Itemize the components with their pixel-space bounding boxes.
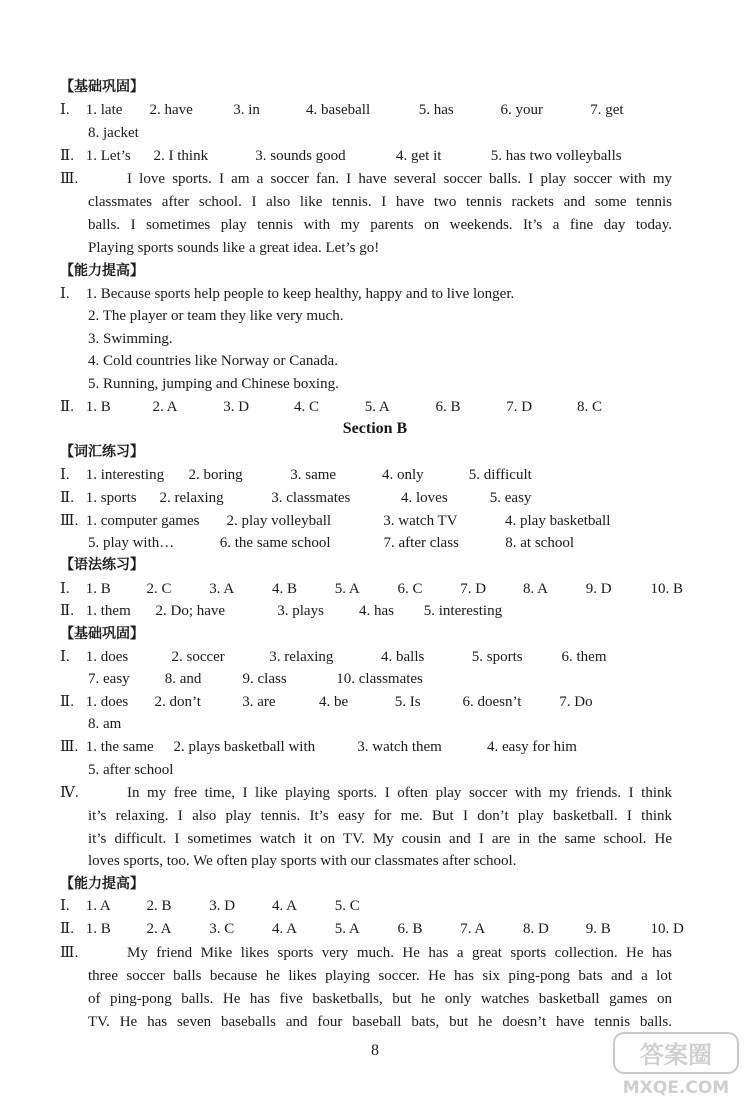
answer-row [60, 488, 531, 508]
roman-numeral: Ⅰ. [60, 286, 70, 302]
answer-item: 2. plays basketball with [173, 739, 316, 755]
answer-item: 3. are [242, 694, 276, 710]
heading-jichu-gonggu: 【基础巩固】 [60, 79, 144, 95]
answer-item: 10. D [650, 921, 684, 937]
page-number: 8 [371, 1042, 379, 1059]
heading-nengli-tigao: 【能力提高】 [60, 263, 144, 279]
paragraph-line: My friend Mike likes sports very much. He has a great sports collection. He has [127, 945, 672, 961]
answer-item: 4. only [382, 467, 424, 483]
answer-item: 5. after school [88, 762, 174, 778]
answer-row [60, 692, 593, 712]
answer-item: 6. them [561, 649, 607, 665]
answer-item: 1. computer games [85, 513, 200, 529]
answer-item: 7. A [460, 921, 486, 937]
paragraph-line: In my free time, I like playing sports. I often play soccer with my friends. I think [127, 785, 672, 801]
roman-numeral: Ⅱ. [60, 603, 74, 619]
answer-item: 4. A [272, 898, 298, 914]
paragraph-line: classmates after school. I also like tennis. I have two tennis rackets and some tennis [88, 194, 672, 210]
answer-item: 6. doesn’t [462, 694, 522, 710]
roman-numeral: Ⅰ. [60, 467, 70, 483]
answer-item: 6. the same school [219, 535, 331, 551]
answer-row [60, 397, 602, 417]
answer-item: 3. D [209, 898, 236, 914]
answer-item: 3. A [209, 581, 235, 597]
answer-item: 7. Do [559, 694, 593, 710]
answer-item: 3. watch TV [383, 513, 458, 529]
roman-numeral: Ⅱ. [60, 148, 74, 164]
answer-item: 3. same [290, 467, 337, 483]
answer-item: 1. A [85, 898, 111, 914]
answer-item: 4. Cold countries like Norway or Canada. [88, 353, 338, 369]
answer-item: 4. A [272, 921, 298, 937]
answer-row [60, 100, 624, 120]
answer-item: 1. does [85, 694, 129, 710]
heading-jichu-gonggu: 【基础巩固】 [60, 626, 144, 642]
answer-item: 5. Running, jumping and Chinese boxing. [88, 376, 339, 392]
answer-item: 4. easy for him [487, 739, 577, 755]
answer-item: 8. at school [505, 535, 574, 551]
answer-item: 2. relaxing [159, 490, 224, 506]
answer-item: 2. soccer [171, 649, 225, 665]
answer-item: 5. interesting [423, 603, 503, 619]
heading-cihui-lianxi: 【词汇练习】 [60, 444, 144, 460]
answer-item: 3. classmates [271, 490, 351, 506]
answer-item: 2. C [146, 581, 172, 597]
roman-numeral: Ⅰ. [60, 581, 70, 597]
answer-item: 4. balls [381, 649, 425, 665]
answer-item: 7. get [590, 102, 624, 118]
answer-item: 5. A [364, 399, 390, 415]
answer-row [60, 146, 622, 166]
answer-item: 8. C [577, 399, 603, 415]
answer-item: 2. The player or team they like very much. [88, 308, 344, 324]
answer-item: 3. watch them [357, 739, 442, 755]
answer-item: 1. does [85, 649, 129, 665]
answer-item: 7. D [460, 581, 487, 597]
paragraph-line: I love sports. I am a soccer fan. I have several soccer balls. I play soccer with my [127, 171, 672, 187]
answer-item: 1. interesting [85, 467, 165, 483]
roman-numeral: Ⅰ. [60, 649, 70, 665]
section-b-title: Section B [342, 420, 408, 437]
paragraph-line: Playing sports sounds like a great idea. Let’s go! [88, 240, 380, 256]
answer-item: 5. has [418, 102, 454, 118]
answer-item: 2. B [146, 898, 172, 914]
roman-numeral: Ⅳ. [60, 785, 79, 801]
answer-item: 3. D [223, 399, 250, 415]
answer-row [88, 533, 574, 553]
answer-item: 2. play volleyball [226, 513, 332, 529]
roman-numeral: Ⅱ. [60, 694, 74, 710]
answer-item: 1. B [85, 399, 111, 415]
answer-item: 5. C [334, 898, 360, 914]
answer-item: 4. loves [401, 490, 448, 506]
answer-item: 1. B [85, 581, 111, 597]
answer-item: 9. class [242, 671, 287, 687]
watermark-logo-text: 答案圈 [640, 1041, 712, 1069]
paragraph-line: it’s relaxing. I also play tennis. It’s easy for me. But I don’t play basketball. I think [88, 808, 672, 824]
paragraph-line: of ping-pong balls. He has five basketballs, but he only watches basketball games on [88, 991, 672, 1007]
answer-item: 3. Swimming. [88, 331, 173, 347]
answer-item: 1. them [85, 603, 131, 619]
answer-item: 6. your [500, 102, 543, 118]
answer-row [60, 919, 684, 939]
answer-item: 5. sports [471, 649, 523, 665]
answer-item: 1. Because sports help people to keep healthy, happy and to live longer. [85, 286, 515, 302]
answer-item: 3. sounds good [255, 148, 346, 164]
roman-numeral: Ⅲ. [60, 171, 79, 187]
answer-item: 4. C [294, 399, 320, 415]
paragraph-line: TV. He has seven baseballs and four baseball bats, but he doesn’t have tennis balls. [88, 1014, 672, 1030]
watermark-url: MXQE.COM [622, 1078, 730, 1098]
answer-item: 2. boring [188, 467, 243, 483]
answer-item: 2. A [152, 399, 178, 415]
roman-numeral: Ⅲ. [60, 945, 79, 961]
answer-item: 8. and [164, 671, 202, 687]
answer-item: 5. Is [394, 694, 421, 710]
roman-numeral: Ⅰ. [60, 898, 70, 914]
answer-item: 5. has two volleyballs [490, 148, 622, 164]
answer-item: 8. jacket [88, 125, 139, 141]
paragraph-line: three soccer balls because he likes playing soccer. He has six ping-pong bats and a lot [88, 968, 672, 984]
answer-item: 8. am [88, 716, 122, 732]
answer-item: 2. Do; have [155, 603, 226, 619]
answer-item: 2. have [149, 102, 193, 118]
answer-item: 2. A [146, 921, 172, 937]
answer-item: 4. play basketball [505, 513, 611, 529]
heading-nengli-tigao: 【能力提高】 [60, 876, 144, 892]
answer-item: 5. difficult [468, 467, 532, 483]
answer-row [60, 465, 532, 485]
roman-numeral: Ⅰ. [60, 102, 70, 118]
answer-item: 4. baseball [306, 102, 371, 118]
answer-item: 5. easy [489, 490, 532, 506]
answer-item: 10. B [650, 581, 684, 597]
answer-item: 4. B [272, 581, 298, 597]
answer-item: 7. easy [88, 671, 130, 687]
answer-item: 5. A [334, 581, 360, 597]
answer-item: 5. A [334, 921, 360, 937]
answer-item: 7. after class [383, 535, 459, 551]
answer-item: 1. late [85, 102, 123, 118]
answer-item: 2. don’t [154, 694, 201, 710]
answer-item: 4. be [319, 694, 349, 710]
answer-row [60, 601, 502, 621]
answer-item: 1. sports [85, 490, 137, 506]
answer-item: 6. B [397, 921, 423, 937]
answer-item: 2. I think [153, 148, 209, 164]
roman-numeral: Ⅲ. [60, 739, 79, 755]
answer-row [60, 647, 607, 667]
answer-row [60, 284, 514, 304]
answer-row [60, 511, 610, 531]
roman-numeral: Ⅲ. [60, 513, 79, 529]
paragraph-line: balls. I sometimes play tennis with my parents on weekends. It’s a fine day today. [88, 217, 672, 233]
heading-yufa-lianxi: 【语法练习】 [60, 557, 144, 573]
answer-item: 6. C [397, 581, 423, 597]
answer-item: 3. relaxing [269, 649, 334, 665]
answer-row [60, 737, 577, 757]
answer-item: 4. has [359, 603, 394, 619]
answer-item: 7. D [506, 399, 533, 415]
answer-item: 10. classmates [336, 671, 423, 687]
answer-item: 9. B [585, 921, 611, 937]
roman-numeral: Ⅱ. [60, 921, 74, 937]
answer-item: 3. plays [277, 603, 324, 619]
answer-item: 1. Let’s [85, 148, 131, 164]
roman-numeral: Ⅱ. [60, 399, 74, 415]
watermark-logo [612, 1029, 740, 1099]
answer-item: 4. get it [396, 148, 442, 164]
answer-row [88, 669, 423, 689]
answer-item: 5. play with… [88, 535, 175, 551]
answer-row [60, 579, 683, 599]
roman-numeral: Ⅱ. [60, 490, 74, 506]
answer-item: 1. B [85, 921, 111, 937]
paragraph-line: loves sports, too. We often play sports with our classmates after school. [88, 853, 517, 869]
answer-item: 3. C [209, 921, 235, 937]
answer-row [60, 896, 360, 916]
answer-item: 9. D [585, 581, 612, 597]
answer-item: 3. in [233, 102, 260, 118]
answer-item: 8. A [523, 581, 549, 597]
answer-item: 8. D [523, 921, 549, 937]
answer-item: 6. B [435, 399, 461, 415]
paragraph-line: it’s difficult. I sometimes watch it on TV. My cousin and I are in the same school. He [88, 831, 672, 847]
answer-item: 1. the same [85, 739, 154, 755]
